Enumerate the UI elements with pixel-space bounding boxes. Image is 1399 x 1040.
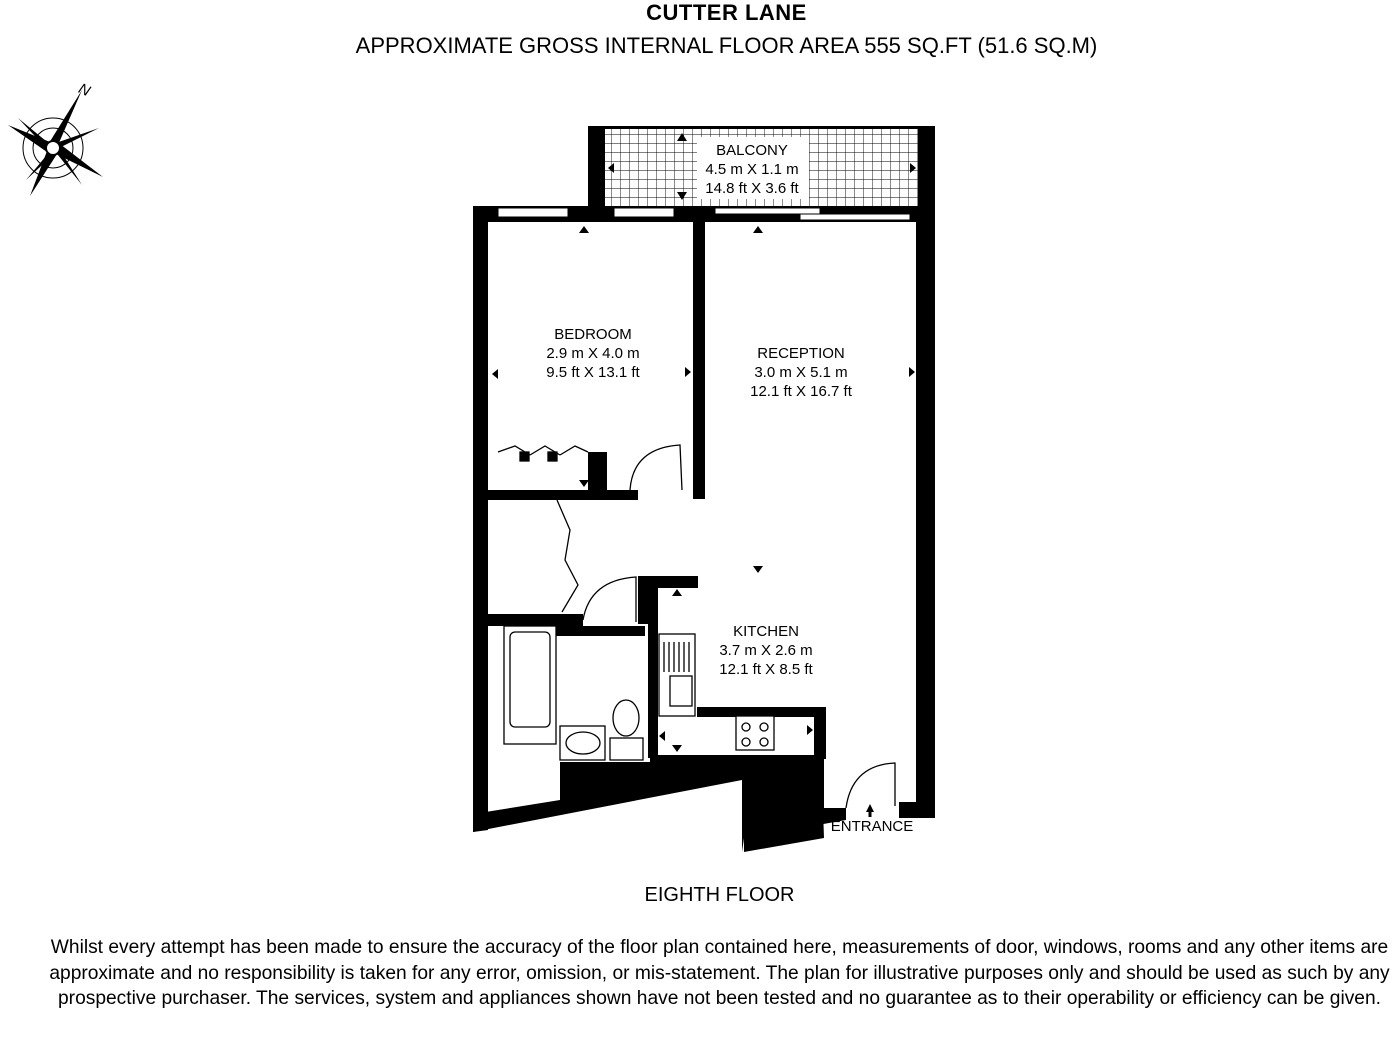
room-label-kitchen (719, 623, 813, 678)
floor-label: EIGHTH FLOOR (644, 884, 795, 906)
room-label-reception (750, 345, 853, 400)
svg-text:3.7 m X 2.6 m: 3.7 m X 2.6 m (719, 642, 813, 659)
room-label-bedroom (546, 326, 640, 381)
svg-text:3.0 m X 5.1 m: 3.0 m X 5.1 m (754, 364, 848, 381)
entrance-label: ENTRANCE (830, 818, 914, 835)
room-label-balcony (705, 142, 799, 197)
svg-text:12.1 ft X 16.7 ft: 12.1 ft X 16.7 ft (750, 383, 852, 400)
svg-text:9.5 ft X 13.1 ft: 9.5 ft X 13.1 ft (546, 364, 640, 381)
svg-text:14.8 ft X 3.6 ft: 14.8 ft X 3.6 ft (705, 180, 799, 197)
svg-text:12.1 ft X 8.5 ft: 12.1 ft X 8.5 ft (719, 661, 813, 678)
compass-rose-icon (8, 80, 103, 196)
svg-text:BEDROOM: BEDROOM (554, 326, 632, 343)
disclaimer-text: Whilst every attempt has been made to ensure the accuracy of the floor plan contained here, measurements of door, windows, rooms and any other items are approximate and no responsibility is taken for any error, omission, or mis-statement. The plan for illustrative purposes only and should be used as such by any prospective purchaser. The services, system and appliances shown have not been tested and no guarantee as to their operability or efficiency can be given. (49, 937, 1390, 1009)
svg-text:RECEPTION: RECEPTION (757, 345, 845, 362)
svg-text:2.9 m X 4.0 m: 2.9 m X 4.0 m (546, 345, 640, 362)
svg-text:4.5 m X 1.1 m: 4.5 m X 1.1 m (705, 161, 799, 178)
floor-area-subtitle: APPROXIMATE GROSS INTERNAL FLOOR AREA 555 SQ.FT (51.6 SQ.M) (355, 33, 1098, 58)
walls (473, 206, 935, 852)
svg-text:KITCHEN: KITCHEN (733, 623, 799, 640)
compass-north-label: N (75, 80, 93, 101)
plan-title: CUTTER LANE (646, 0, 807, 25)
svg-text:BALCONY: BALCONY (716, 142, 788, 159)
bathroom-fixtures (504, 626, 643, 760)
